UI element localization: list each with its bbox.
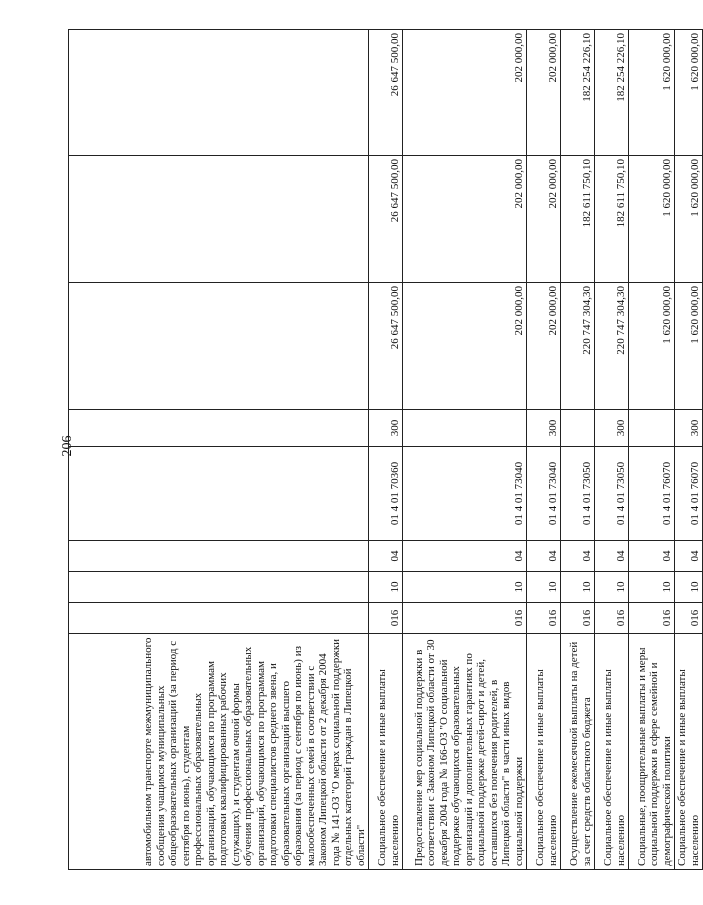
row-name: Социальное обеспечение и иные выплаты населению bbox=[527, 634, 561, 870]
amount-year-1: 26 647 500,00 bbox=[369, 283, 403, 410]
target-article-code: 01 4 01 76070 bbox=[675, 447, 703, 541]
row-name: автомобильном транспорте межмуниципального сообщения учащимся муниципальных общеобразовательных организаций (за период с сентября по июнь), студентам профессиональных образовательных организаций, обучающимся по программам подготовки квалифицированных рабочих (служащих), и студентам очной формы обучения профессиональных образовательных организаций, обучающимся по программам подготовки специалистов среднего звена, и образовательных организаций высшего образования (за период с сентября по июнь) из малообеспеченных семей в соответствии с Законом Липецкой области от 2 декабря 2004 года № 141-ОЗ "О мерах социальной поддержки отдельных категорий граждан в Липецкой области" bbox=[69, 634, 369, 870]
table-row bbox=[369, 30, 403, 870]
row-name: Социальные, поощрительные выплаты и меры социальной поддержки в сфере семейной и демографической политики bbox=[629, 634, 675, 870]
target-article-code: 01 4 01 73040 bbox=[403, 447, 527, 541]
expense-type-code bbox=[69, 410, 369, 447]
amount-year-3: 182 254 226,10 bbox=[561, 30, 595, 156]
subsection-code: 04 bbox=[629, 541, 675, 572]
subsection-code: 04 bbox=[561, 541, 595, 572]
table-row bbox=[403, 30, 527, 870]
row-name: Социальное обеспечение и иные выплаты населению bbox=[369, 634, 403, 870]
expense-type-code: 300 bbox=[527, 410, 561, 447]
subsection-code: 04 bbox=[403, 541, 527, 572]
amount-year-1 bbox=[69, 283, 369, 410]
amount-year-2: 1 620 000,00 bbox=[629, 156, 675, 283]
subsection-code bbox=[69, 541, 369, 572]
section-code: 10 bbox=[629, 572, 675, 603]
target-article-code: 01 4 01 73040 bbox=[527, 447, 561, 541]
expense-type-code bbox=[629, 410, 675, 447]
budget-table-body bbox=[69, 30, 703, 870]
subsection-code: 04 bbox=[369, 541, 403, 572]
amount-year-1: 202 000,00 bbox=[527, 283, 561, 410]
amount-year-3: 202 000,00 bbox=[403, 30, 527, 156]
section-code: 10 bbox=[369, 572, 403, 603]
section-code: 10 bbox=[527, 572, 561, 603]
expense-type-code: 300 bbox=[675, 410, 703, 447]
subsection-code: 04 bbox=[527, 541, 561, 572]
amount-year-1: 220 747 304,30 bbox=[595, 283, 629, 410]
rotated-page bbox=[68, 30, 701, 870]
grbs-code: 016 bbox=[561, 603, 595, 634]
amount-year-1: 220 747 304,30 bbox=[561, 283, 595, 410]
table-row bbox=[561, 30, 595, 870]
budget-table bbox=[68, 29, 703, 870]
amount-year-2: 182 611 750,10 bbox=[561, 156, 595, 283]
amount-year-3: 202 000,00 bbox=[527, 30, 561, 156]
target-article-code: 01 4 01 76070 bbox=[629, 447, 675, 541]
target-article-code bbox=[69, 447, 369, 541]
row-name: Предоставление мер социальной поддержки в соответствии с Законом Липецкой области от 30 декабря 2004 года № 166-ОЗ "О социальной поддержке обучающихся образовательных организаций и дополнительных гарантиях по социальной поддержке детей-сирот и детей, оставшихся без попечения родителей, в Липецкой области" в части иных видов социальной поддержки bbox=[403, 634, 527, 870]
amount-year-3: 182 254 226,10 bbox=[595, 30, 629, 156]
target-article-code: 01 4 01 70360 bbox=[369, 447, 403, 541]
section-code: 10 bbox=[595, 572, 629, 603]
table-row bbox=[595, 30, 629, 870]
table-row bbox=[527, 30, 561, 870]
amount-year-3: 1 620 000,00 bbox=[675, 30, 703, 156]
grbs-code: 016 bbox=[595, 603, 629, 634]
amount-year-2 bbox=[69, 156, 369, 283]
expense-type-code: 300 bbox=[369, 410, 403, 447]
table-row bbox=[69, 30, 369, 870]
amount-year-3 bbox=[69, 30, 369, 156]
target-article-code: 01 4 01 73050 bbox=[561, 447, 595, 541]
grbs-code: 016 bbox=[675, 603, 703, 634]
grbs-code: 016 bbox=[527, 603, 561, 634]
expense-type-code bbox=[561, 410, 595, 447]
row-name: Осуществление ежемесячной выплаты на детей за счет средств областного бюджета bbox=[561, 634, 595, 870]
page-number: 206 bbox=[60, 435, 75, 457]
subsection-code: 04 bbox=[675, 541, 703, 572]
amount-year-3: 26 647 500,00 bbox=[369, 30, 403, 156]
amount-year-2: 182 611 750,10 bbox=[595, 156, 629, 283]
amount-year-2: 202 000,00 bbox=[527, 156, 561, 283]
table-row bbox=[675, 30, 703, 870]
amount-year-1: 202 000,00 bbox=[403, 283, 527, 410]
amount-year-1: 1 620 000,00 bbox=[629, 283, 675, 410]
expense-type-code: 300 bbox=[595, 410, 629, 447]
target-article-code: 01 4 01 73050 bbox=[595, 447, 629, 541]
section-code: 10 bbox=[675, 572, 703, 603]
section-code: 10 bbox=[561, 572, 595, 603]
grbs-code: 016 bbox=[629, 603, 675, 634]
row-name: Социальное обеспечение и иные выплаты населению bbox=[675, 634, 703, 870]
table-row bbox=[629, 30, 675, 870]
grbs-code: 016 bbox=[403, 603, 527, 634]
amount-year-1: 1 620 000,00 bbox=[675, 283, 703, 410]
section-code bbox=[69, 572, 369, 603]
subsection-code: 04 bbox=[595, 541, 629, 572]
section-code: 10 bbox=[403, 572, 527, 603]
row-name: Социальное обеспечение и иные выплаты населению bbox=[595, 634, 629, 870]
amount-year-2: 1 620 000,00 bbox=[675, 156, 703, 283]
expense-type-code bbox=[403, 410, 527, 447]
amount-year-2: 26 647 500,00 bbox=[369, 156, 403, 283]
amount-year-3: 1 620 000,00 bbox=[629, 30, 675, 156]
grbs-code bbox=[69, 603, 369, 634]
amount-year-2: 202 000,00 bbox=[403, 156, 527, 283]
grbs-code: 016 bbox=[369, 603, 403, 634]
